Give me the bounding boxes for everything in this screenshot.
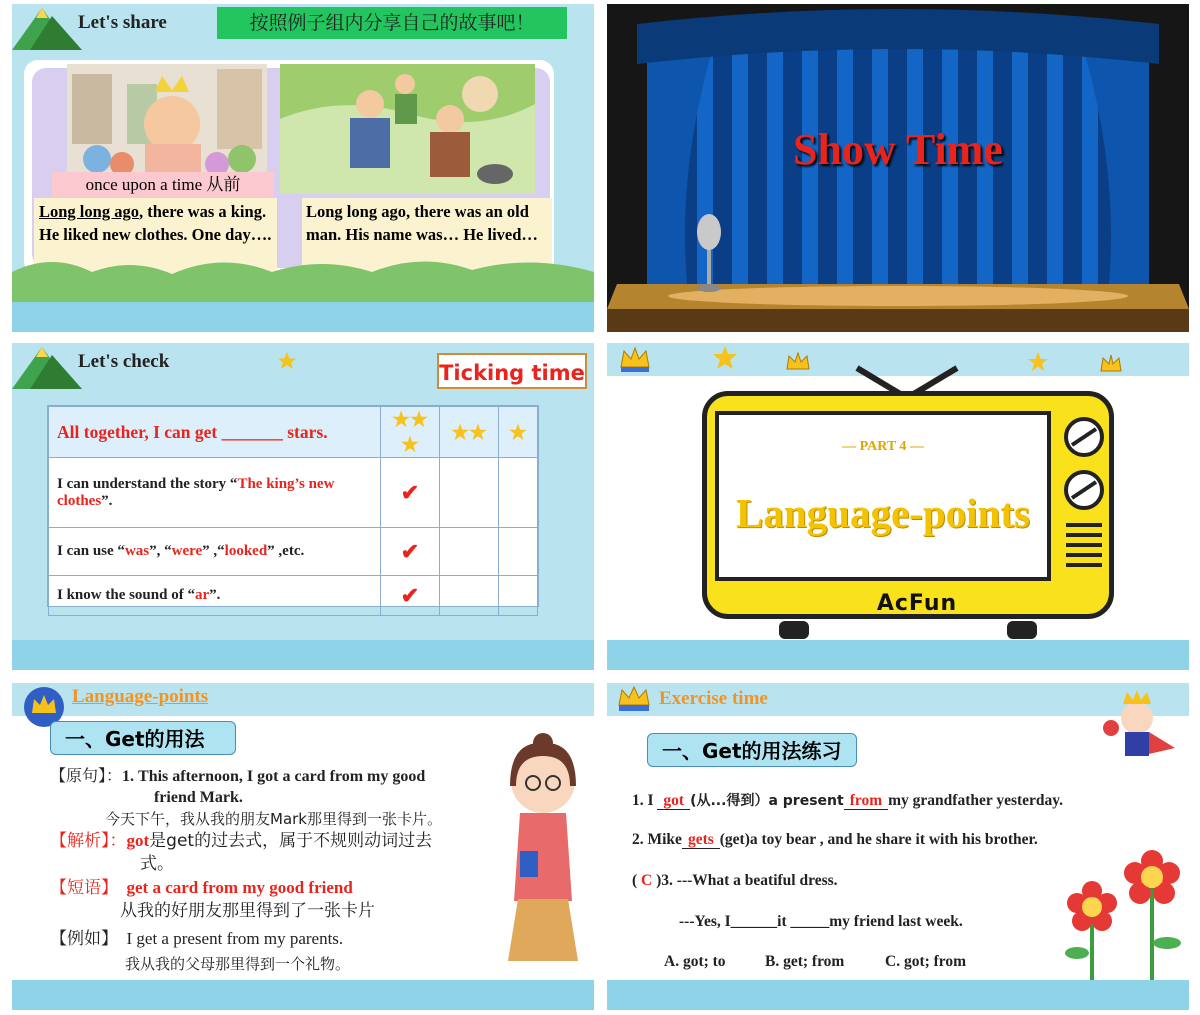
check-icon[interactable]: ✔ <box>381 528 440 576</box>
row-3-text <box>49 576 381 616</box>
answer-blank[interactable]: from <box>844 792 888 810</box>
slide-exercise[interactable] <box>607 683 1189 1010</box>
q-text: my grandfather yesterday. <box>888 792 1064 809</box>
phrase-caption: once upon a time 从前 <box>52 172 274 198</box>
analysis <box>50 830 432 852</box>
topic-tab[interactable]: 一、Get的用法 <box>50 721 236 755</box>
story-text-2: Long long ago, there was an old man. His name was… He lived… <box>302 198 552 274</box>
slide-title: Exercise time <box>659 688 768 709</box>
answer-choice[interactable]: C <box>641 872 653 889</box>
hills-decoration <box>12 252 594 302</box>
row-highlight: were <box>171 543 203 559</box>
label: 【原句】： <box>50 766 123 785</box>
table-row <box>49 528 538 576</box>
slide-title: Language-points <box>72 686 209 707</box>
table-row <box>49 576 538 616</box>
option-c[interactable]: C. got; from <box>885 953 967 970</box>
tv-leg <box>1007 621 1037 639</box>
example <box>50 928 343 950</box>
highlight: got <box>126 831 150 850</box>
crown-icon <box>617 685 651 715</box>
empty-cell[interactable] <box>499 576 538 616</box>
sentence: 1. This afternoon, I got a card from my good <box>122 768 426 785</box>
story-text-1-rest: , there was a king. He liked new clothes. One day…. <box>39 202 272 244</box>
row-2-text <box>49 528 381 576</box>
bottom-bar <box>607 980 1189 1010</box>
row-1-text <box>49 458 381 528</box>
row-text: I can use “ <box>57 543 125 559</box>
q-text: 2. Mike <box>632 831 682 848</box>
row-highlight: was <box>124 543 150 559</box>
mountain-icon <box>12 4 82 50</box>
teacher-illustration <box>500 731 586 971</box>
checklist-table <box>47 405 539 607</box>
row-highlight: ar <box>194 587 210 603</box>
sentence-translation: 今天下午，我从我的朋友Mark那里得到一张卡片。 <box>105 810 442 828</box>
story-underlined: Long long ago <box>39 202 139 221</box>
row-text: I can understand the story “ <box>57 475 238 492</box>
option-a[interactable]: A. got; to <box>664 953 726 970</box>
option-b[interactable]: B. get; from <box>765 953 845 970</box>
row-highlight: looked <box>224 543 268 559</box>
row-text: I know the sound of “ <box>57 587 195 603</box>
question-3-line2: ---Yes, I______it _____my friend last week. <box>679 913 963 930</box>
phrase-translation: 从我的好朋友那里得到了一张卡片 <box>120 901 375 921</box>
old-man-illustration <box>280 64 535 194</box>
section-title: Language-points <box>736 490 1030 536</box>
two-stars-icon: ★★ <box>440 407 499 458</box>
instruction-tag: 按照例子组内分享自己的故事吧！ <box>217 7 567 39</box>
slide-language-points[interactable] <box>12 683 594 1010</box>
tv-knobs-icon <box>1062 415 1107 585</box>
show-time-title: Show Time <box>793 125 1003 174</box>
label: 【解析】： <box>50 831 127 851</box>
prince-illustration <box>1097 688 1177 766</box>
original-sentence <box>50 765 425 788</box>
crown-icon <box>785 351 811 373</box>
ticking-time-label: Ticking time <box>437 353 587 389</box>
q-text: )3. ---What a beatiful dress. <box>656 872 838 889</box>
row-text: ”. <box>101 492 113 509</box>
crown-icon <box>619 345 651 373</box>
bottom-bar <box>607 640 1189 670</box>
sentence-cont: friend Mark. <box>154 789 243 806</box>
row-text: ”, “ <box>149 543 172 559</box>
answer-blank[interactable]: got <box>657 792 690 810</box>
slide-lets-share[interactable] <box>12 4 594 332</box>
star-icon <box>1027 351 1049 373</box>
bottom-bar <box>12 980 594 1010</box>
table-header-row <box>49 407 538 458</box>
label: 【例如】 <box>50 929 118 949</box>
q-text: (get)a toy bear , and he share it with his brother. <box>719 831 1038 848</box>
empty-cell[interactable] <box>440 458 499 528</box>
check-icon[interactable]: ✔ <box>381 576 440 616</box>
tv-leg <box>779 621 809 639</box>
topic-tab[interactable]: 一、Get的用法练习 <box>647 733 857 767</box>
king-illustration <box>67 64 267 186</box>
one-star-icon: ★ <box>499 407 538 458</box>
part-label: — PART 4 — <box>842 439 924 454</box>
header-cell: All together, I can get _______ stars. <box>49 407 381 458</box>
slide-title: Let's check <box>78 351 170 372</box>
q-text: ( <box>632 872 638 889</box>
example-translation: 我从我的父母那里得到一个礼物。 <box>125 955 351 973</box>
analysis-cont: 式。 <box>140 854 174 874</box>
mountain-icon <box>12 343 82 389</box>
slide-show-time[interactable] <box>607 4 1189 332</box>
empty-cell[interactable] <box>440 528 499 576</box>
bottom-bar <box>12 302 594 332</box>
star-icon <box>277 351 297 371</box>
empty-cell[interactable] <box>499 528 538 576</box>
phrase-text: get a card from my good friend <box>126 878 353 897</box>
question-1 <box>632 790 1063 810</box>
question-2 <box>632 831 1038 849</box>
slide-part4[interactable] <box>607 343 1189 670</box>
row-text: ” ,“ <box>202 543 225 559</box>
brand-logo: AcFun <box>876 591 958 616</box>
star-icon <box>712 345 738 371</box>
row-text: ”. <box>209 587 221 603</box>
empty-cell[interactable] <box>440 576 499 616</box>
crown-icon <box>1099 353 1123 375</box>
slide-title: Let's share <box>78 12 167 33</box>
slide-lets-check[interactable] <box>12 343 594 670</box>
analysis-text: 是get的过去式，属于不规则动词过去 <box>149 831 433 851</box>
row-highlight: The king’s new clothes <box>57 475 335 509</box>
three-stars-icon: ★★ ★ <box>381 407 440 458</box>
bottom-bar <box>12 640 594 670</box>
answer-blank[interactable]: gets <box>682 831 720 849</box>
q-text: (从...得到）a present <box>690 793 844 809</box>
check-icon[interactable]: ✔ <box>381 458 440 528</box>
question-3 <box>632 872 838 890</box>
label: 【短语】 <box>50 878 118 898</box>
row-text: ” ,etc. <box>267 543 305 559</box>
example-text: I get a present from my parents. <box>126 929 344 948</box>
q-text: 1. I <box>632 792 654 809</box>
phrase <box>50 877 353 899</box>
table-row <box>49 458 538 528</box>
flowers-illustration <box>1047 843 1187 983</box>
empty-cell[interactable] <box>499 458 538 528</box>
